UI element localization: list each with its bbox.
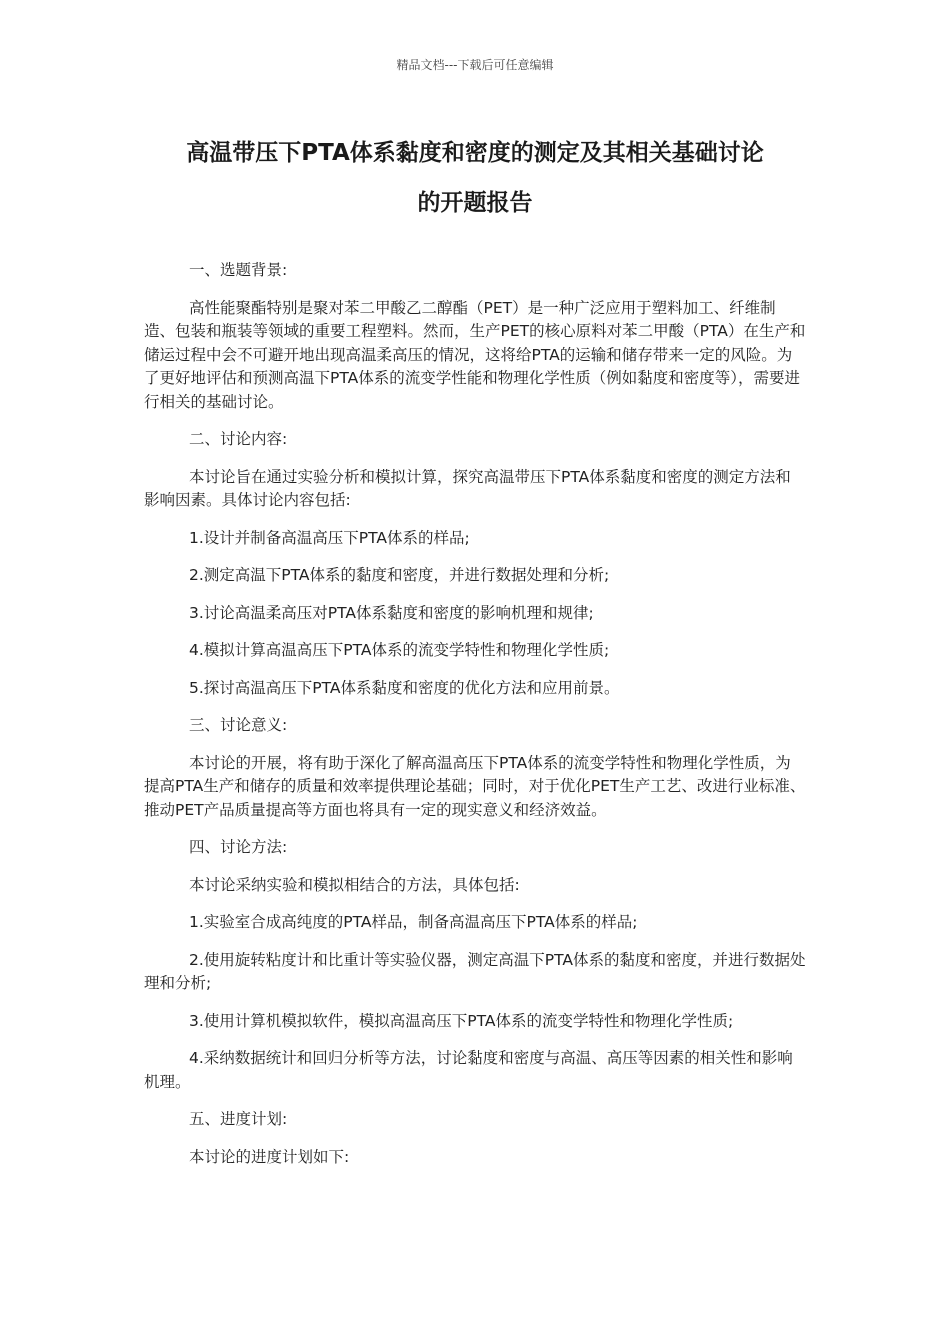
list-item: 2.使用旋转粘度计和比重计等实验仪器，测定高温下PTA体系的黏度和密度，并进行数据处理和分析; <box>144 950 806 992</box>
paragraph-content-intro: 本讨论旨在通过实验分析和模拟计算，探究高温带压下PTA体系黏度和密度的测定方法和影响因素。具体讨论内容包括: <box>144 467 791 509</box>
document-title-line-1: 高温带压下PTA体系黏度和密度的测定及其相关基础讨论 <box>186 140 764 166</box>
section-heading-significance: 三、讨论意义: <box>189 716 288 734</box>
list-item: 5.探讨高温高压下PTA体系黏度和密度的优化方法和应用前景。 <box>189 678 620 697</box>
list-item: 1.设计并制备高温高压下PTA体系的样品; <box>189 528 470 547</box>
paragraph-significance: 本讨论的开展，将有助于深化了解高温高压下PTA体系的流变学特性和物理化学性质，为提高PTA生产和储存的质量和效率提供理论基础；同时，对于优化PET生产工艺、改进行业标准、推动PET产品质量提高等方面也将具有一定的现实意义和经济效益。 <box>144 753 806 819</box>
document-body <box>144 259 806 1183</box>
list-item: 4.采纳数据统计和回归分析等方法，讨论黏度和密度与高温、高压等因素的相关性和影响机理。 <box>144 1049 793 1091</box>
paragraph-schedule-intro: 本讨论的进度计划如下: <box>189 1147 350 1166</box>
section-heading-background: 一、选题背景: <box>189 261 288 279</box>
document-title-line-2: 的开题报告 <box>417 190 533 216</box>
list-item: 4.模拟计算高温高压下PTA体系的流变学特性和物理化学性质; <box>189 641 610 659</box>
list-item: 2.测定高温下PTA体系的黏度和密度，并进行数据处理和分析; <box>189 566 610 584</box>
list-item: 3.使用计算机模拟软件，模拟高温高压下PTA体系的流变学特性和物理化学性质; <box>189 1011 734 1030</box>
header-note: 精品文档---下载后可任意编辑 <box>396 58 554 72</box>
list-item: 1.实验室合成高纯度的PTA样品，制备高温高压下PTA体系的样品; <box>189 913 638 931</box>
section-heading-methods: 四、讨论方法: <box>189 838 288 856</box>
section-heading-content: 二、讨论内容: <box>189 430 288 448</box>
section-heading-schedule: 五、进度计划: <box>189 1110 288 1128</box>
list-item: 3.讨论高温柔高压对PTA体系黏度和密度的影响机理和规律; <box>189 603 594 622</box>
paragraph-methods-intro: 本讨论采纳实验和模拟相结合的方法，具体包括: <box>189 875 520 894</box>
paragraph-background: 高性能聚酯特别是聚对苯二甲酸乙二醇酯（PET）是一种广泛应用于塑料加工、纤维制造、包装和瓶装等领域的重要工程塑料。然而，生产PET的核心原料对苯二甲酸（PTA）在生产和储运过程中会不可避开地出现高温柔高压的情况，这将给PTA的运输和储存带来一定的风险。为了更好地评估和预测高温下PTA体系的流变学性能和物理化学性质（例如黏度和密度等），需要进行相关的基础讨论。 <box>144 298 806 411</box>
